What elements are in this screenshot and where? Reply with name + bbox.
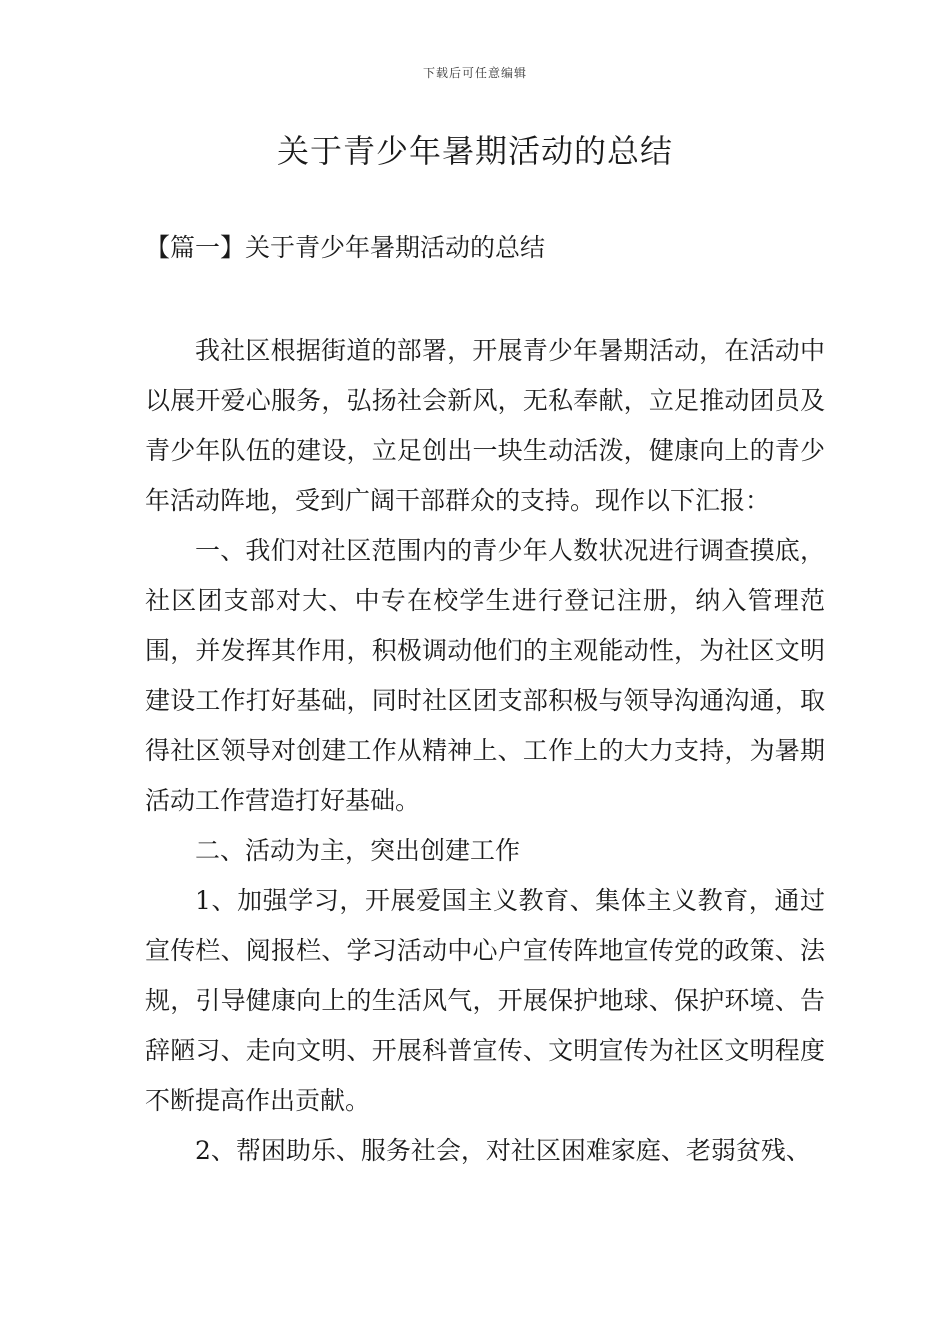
paragraph-1: 我社区根据街道的部署，开展青少年暑期活动，在活动中以展开爱心服务，弘扬社会新风，无私奉献，立足推动团员及青少年队伍的建设，立足创出一块生动活泼，健康向上的青少年活动阵地，受到广阔干部群众的支持。现作以下汇报： bbox=[145, 336, 825, 515]
body-text bbox=[145, 326, 825, 1176]
paragraph-3: 二、活动为主，突出创建工作 bbox=[195, 836, 521, 865]
document-title: 关于青少年暑期活动的总结 bbox=[276, 132, 673, 170]
header-note: 下载后可任意编辑 bbox=[422, 66, 527, 80]
paragraph-2: 一、我们对社区范围内的青少年人数状况进行调查摸底，社区团支部对大、中专在校学生进行登记注册，纳入管理范围，并发挥其作用，积极调动他们的主观能动性，为社区文明建设工作打好基础，同时社区团支部积极与领导沟通沟通，取得社区领导对创建工作从精神上、工作上的大力支持，为暑期活动工作营造打好基础。 bbox=[145, 536, 825, 815]
paragraph-4: 1、加强学习，开展爱国主义教育、集体主义教育，通过宣传栏、阅报栏、学习活动中心户宣传阵地宣传党的政策、法规，引导健康向上的生活风气，开展保护地球、保护环境、告辞陋习、走向文明、开展科普宣传、文明宣传为社区文明程度不断提高作出贡献。 bbox=[145, 886, 825, 1115]
paragraph-5: 2、帮困助乐、服务社会，对社区困难家庭、老弱贫残、 bbox=[195, 1136, 811, 1165]
section-heading: 【篇一】关于青少年暑期活动的总结 bbox=[145, 233, 546, 262]
